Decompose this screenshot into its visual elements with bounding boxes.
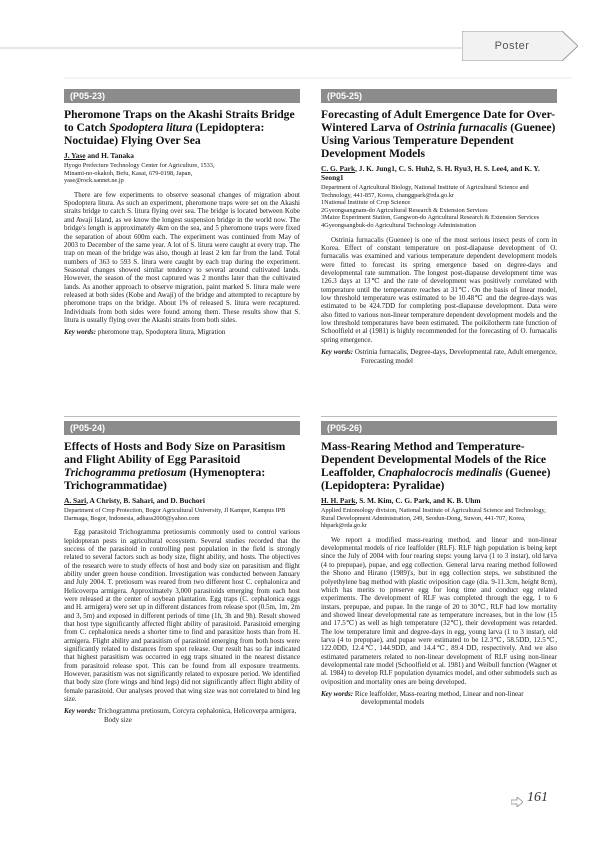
paper-p05-24: [64, 418, 300, 778]
paper-abstract: Ostrinia furnacalis (Guenee) is one of the most serious insect pests of corn in Korea. Effect of constant temperature on post-diapause development of O. furnacalis was examined and various temperature dependent development models were fitted to forecast its spring emergence based on degree-days and developmental rate summation. The longest post-diapause development time was 126.3 days at 13℃ and the rate of development was positively correlated with temperature until the temperature reaches at 31℃. On the basis of linear model, low threshold temperature was estimated to be 10.48℃ and the degree-days was estimated to be 424.7DD for completing post-diapause development. Data were also fitted to various non-linear temperature dependent development models and the low threshold temperatures have been estimated. The poikilotherm rate function of Schoolfield et al (1981) is highly recommended for the forecasting of O. furnacalis spring emergence.: [321, 235, 557, 344]
paper-abstract: Egg parasitoid Trichogramma pretiosumis commonly used to control various lepidopteran pests in agricultural ecosystem. Several studies recorded that the success of the parasitoid in controlling pest population in the field is strongly related to several factors such as body size, flight ability, and hosts. The objectives of the research were to study effects of host and body size on parasitism and flight ability under green house condition. Investigation was conducted between January and July 2004. T. pretiosum was reared from two different host C. cephalonica and Helicoverpa armigera. Approximately 3,000 parasitoids emerging from each host were released at the center of soybean plantation. Egg traps (C. cephalonica eggs and H. armigera) were set up in different distances from release spot (0.5m, 1m, 2m and 3, 5m) and exposed in different periods of time (1h, 3h and 9h). Result showed that host type significantly affected flight ability of parasitoid. Parasitoid emerging from C. cephalonica needs a shorter time to find and parasitize hosts than from H. armigera. Flight ability and parasitism of parasitoid emerging from both hosts were significantly related to distances from spot release. Our result has so far indicated that highest parasitism was occurred in egg traps situated in the nearest distance from parasitoid release spot. This can be found from all exposure treatments. However, parasitism was not significantly related to exposure period. We identified that body size (fore wings and hind legs) did not significantly affect flight ability of female parasitoid. Our analyses proved that wing size was not correlated to hind leg size.: [64, 528, 300, 704]
paper-keywords: Key words: pheromone trap, Spodoptera litura, Migration: [64, 328, 226, 337]
paper-title: Effects of Hosts and Body Size on Parasitism and Flight Ability of Egg Parasitoid Trichogramma pretiosum (Hymenoptera: Trichogrammatidae): [64, 440, 286, 492]
paper-authors: C. G. Park, J. K. Jung1, C. S. Huh2, S. H. Ryu3, H. S. Lee4, and K. Y. Seong1: [321, 164, 540, 182]
paper-authors: J. Yase and H. Tanaka: [64, 151, 134, 160]
paper-keywords: Key words: Rice leaffolder, Mass-rearing method, Linear and non-linear developmental models: [321, 689, 524, 707]
paper-title: Forecasting of Adult Emergence Date for Over-Wintered Larva of Ostrinia furnacalis (Guenee) Using Various Temperature Dependent Development Models: [321, 108, 556, 160]
divider: [64, 416, 300, 417]
paper-abstract: We report a modified mass-rearing method, and linear and non-linear developmental models of rice leaffolder (RLF). RLF high population is being kept since the July of 2004 with four rearing steps: young larva (1 to 3 instar), old larva (4 to prepupae), pupae, and egg collection. General larva rearing method followed the Shono and Hirano (1989)'s, but in egg collection steps, we substituted the polyethylene bag method with plastic oviposition cage (dia. 9-11.3cm, height 8cm), which has merits to preserve egg for long time and conduct egg related experiments. The development of RLF was completed through the egg, 1 to 6 instars, prepupae, and pupae. In the range of 20 to 30℃, RLF had low mortality and showed linear developmental rate as temperature increases, but in the low (15 and 17.5℃) as well as high temperature (32℃), their development was retarded. The low temperature limit and degree-days in egg, young larva (1 to 3 instar), old larva (4 to prepupae), and pupae were estimated to be 12.3℃, 58.5DD, 12.5℃, 122.0DD, 12.4℃, 144.9DD, and 14.4℃, 89.4 DD, respectively. And we also estimated parameters related to non-linear development of RLF using non-linear developmental rate model (Schoolfield et al. 1981) and Weibull function (Wagner et al. 1984) to develop RLF population dynamics model, and other submodels such as oviposition and mortality ones are being developed.: [321, 535, 557, 686]
divider: [321, 416, 557, 417]
paper-keywords: Key words: Trichogramma pretiosum, Corcyra cephalonica, Helicoverpa armigera, Body size: [64, 707, 297, 724]
paper-authors: H. H. Park, S. M. Kim, C. G. Park, and K. B. Uhm: [321, 496, 481, 505]
paper-abstract: There are few experiments to observe seasonal changes of migration about Spodoptera litura. As such an experiment, pheromone traps were set on the Akashi straits bridge to catch S. litura flying over sea. The bridge is located between Kobe and Awaji Island, as we know the longest suspension bridge in the world now. The bridge's length is approximately 4km on the sea, and 5 pheromone traps were fixed the separation of about 600m each. The experiment was continued from May of 2003 to December of the same year. A lot of S. litura were caught at every trap. The trap on mean of the bridge was also, though at least 2 km far from the land. Total numbers of 363 to 593 S. litura were caught by each trap during the experiment. Seasonal changes showed similar tendency to several around cultivated lands. However, the season of the most captured was 2 months later than the cultivated lands. As another approach to observe migration, paint marked S. litura male were released at both sides (Kobe and Awaji) of the bridge and attempted to recapture by pheromone traps on the bridge. About 1% of released S. litura were recaptured. Individuals from both sides were found among them. These results show that S. litura is usually flying over the Akashi straits from both sides.: [64, 190, 300, 324]
section-tab: [462, 31, 578, 61]
paper-affiliation: Applied Entomology division, National Institute of Agricultural Science and Technology, Rural Development Administration, 249, Seodun-Dong, Suwon, 441-707, Korea, hhpark@rda.go.kr: [321, 507, 546, 530]
paper-affiliation: Department of Crop Protection, Bogor Agricultural University, Jl Kamper, Kampus IPB Darmaga, Bogor, Indonesia, adhass2000@yahoo.com: [64, 507, 286, 522]
paper-affiliation: Department of Agricultural Biology, National Institute of Agricultural Science and Technology, 441-857, Korea, changgpark@rda.go.kr 1National Institute of Crop Science 2Gyeongsangnam-do Agricultural Research & Extension Services 3Maize Experiment Station, Gangwon-do Agricultural Research & Extension Services 4Gyeongsangbuk-do Agricultural Technology Administration: [321, 184, 540, 229]
paper-id: (P05-23): [64, 89, 300, 103]
section-label: Poster: [494, 40, 530, 52]
paper-id: (P05-24): [64, 421, 300, 435]
paper-keywords: Key words: Ostrinia furnacalis, Degree-days, Developmental rate, Adult emergence, Forecasting model: [321, 348, 557, 365]
page-number: 161: [527, 790, 548, 805]
arrow-right-icon: [511, 797, 523, 807]
paper-authors: A. Sari, A Christy, B. Sahari, and D. Buchori: [64, 496, 205, 505]
paper-title: Pheromone Traps on the Akashi Straits Bridge to Catch Spodoptera litura (Lepidoptera: Noctuidae) Flying Over Sea: [64, 108, 295, 147]
paper-title: Mass-Rearing Method and Temperature-Dependent Developmental Models of the Rice Leaffolder, Cnaphalocrocis medinalis (Guenee) (Lepidoptera: Pyralidae): [321, 440, 551, 492]
paper-id: (P05-25): [321, 89, 557, 103]
paper-p05-26: [321, 418, 557, 778]
paper-p05-23: [64, 86, 300, 416]
paper-p05-25: [321, 86, 557, 416]
paper-affiliation: Hyogo Prefecture Technology Center for Agriculture, 1533, Minami-no-okakoh, Befu, Kasai, 679-0198, Japan, yase@rock.sannet.ne.jp: [64, 162, 215, 185]
paper-id: (P05-26): [321, 421, 557, 435]
